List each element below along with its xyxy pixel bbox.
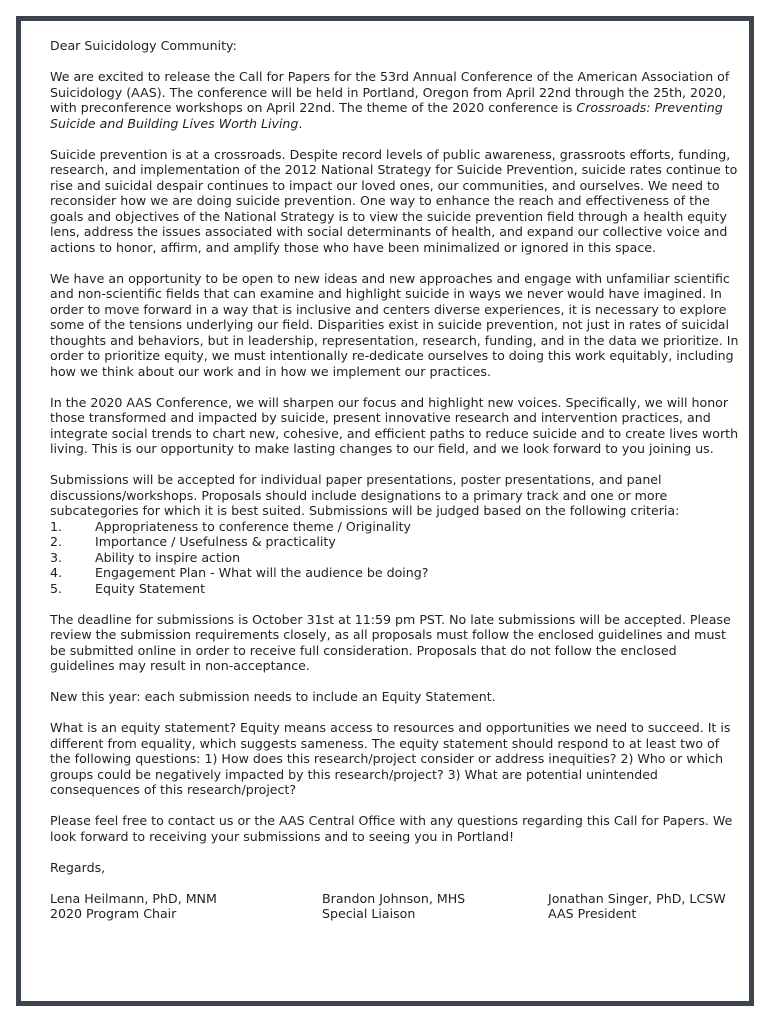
crossroads-paragraph: Suicide prevention is at a crossroads. Despite record levels of public awareness, grassroots efforts, funding, research, and implementation of the 2012 National Strategy for Suicide Prevention, suicide rates continue to rise and suicidal despair continues to impact our loved ones, our communities, and ourselves. We need to reconsider how we are doing suicide prevention. One way to enhance the reach and effectiveness of the goals and objectives of the National Strategy is to view the suicide prevention field through a health equity lens, address the issues associated with social determinants of health, and expand our collective voice and actions to honor, affirm, and amplify those who have been minimalized or ignored in this space.	[50, 146, 738, 255]
letter-body	[50, 38, 740, 922]
criteria-number: 2.	[50, 534, 63, 549]
submissions-paragraph: Submissions will be accepted for individual paper presentations, poster presentations, and panel discussions/workshops. Proposals should include designations to a primary track and one or more subcategories for which it is best suited. Submissions will be judged based on the following criteria:	[50, 472, 680, 518]
closing: Regards,	[50, 859, 106, 875]
list-item	[50, 534, 740, 550]
salutation: Dear Suicidology Community:	[50, 38, 237, 53]
deadline-paragraph: The deadline for submissions is October 31st at 11:59 pm PST. No late submissions will be accepted. Please review the submission requirements closely, as all proposals must follow the enclosed guidelines and must be submitted online in order to receive full consideration. Proposals that do not follow the enclosed guidelines may result in non-acceptance.	[50, 611, 731, 673]
signature-block	[50, 891, 740, 922]
signatory-name: Jonathan Singer, PhD, LCSW	[548, 890, 726, 906]
opportunity-paragraph: We have an opportunity to be open to new ideas and new approaches and engage with unfamiliar scientific and non-scientific fields that can examine and highlight suicide in ways we never would have imagined. In order to move forward in a way that is inclusive and centers diverse experiences, it is necessary to explore some of the tensions underlying our field. Disparities exist in suicide prevention, not just in rates of suicidal thoughts and behaviors, but in leadership, representation, research, funding, and in the data we prioritize. In order to prioritize equity, we must intentionally re-dedicate ourselves to doing this work equitably, including how we think about our work and in how we implement our practices.	[50, 270, 739, 379]
conference-focus-paragraph: In the 2020 AAS Conference, we will sharpen our focus and highlight new voices. Specifically, we will honor those transformed and impacted by suicide, present innovative research and intervention practices, and integrate social trends to chart new, cohesive, and efficient paths to reduce suicide and to create lives worth living. This is our opportunity to make lasting changes to our field, and we look forward to you joining us.	[50, 394, 739, 456]
criteria-text: Engagement Plan - What will the audience be doing?	[95, 565, 429, 580]
signatory	[322, 891, 548, 922]
criteria-number: 1.	[50, 518, 63, 534]
intro-end: .	[298, 115, 303, 131]
criteria-list	[50, 519, 740, 597]
new-this-year: New this year: each submission needs to include an Equity Statement.	[50, 689, 496, 704]
signatory-title: AAS President	[548, 906, 637, 921]
criteria-number: 5.	[50, 580, 63, 596]
list-item	[50, 550, 740, 566]
criteria-text: Appropriateness to conference theme / Originality	[95, 518, 411, 534]
criteria-number: 4.	[50, 565, 63, 580]
criteria-text: Equity Statement	[95, 580, 206, 596]
criteria-text: Importance / Usefulness & practicality	[95, 534, 336, 549]
intro-text: We are excited to release the Call for Papers for the 53rd Annual Conference of the American Association of Suicidology (AAS). The conference will be held in Portland, Oregon from April 22nd through the 25th, 2020, with preconference workshops on April 22nd. The theme of the 2020 conference is	[50, 69, 730, 115]
intro-paragraph	[50, 69, 740, 131]
letter-frame	[16, 16, 754, 1006]
signatory-title: 2020 Program Chair	[50, 906, 177, 921]
equity-statement-paragraph: What is an equity statement? Equity means access to resources and opportunities we need to succeed. It is different from equality, which suggests sameness. The equity statement should respond to at least two of the following questions: 1) How does this research/project consider or address inequities? 2) Who or which groups could be negatively impacted by this research/project? 3) What are potential unintended consequences of this research/project?	[50, 720, 731, 797]
criteria-number: 3.	[50, 549, 63, 565]
criteria-text: Ability to inspire action	[95, 549, 241, 565]
contact-paragraph: Please feel free to contact us or the AAS Central Office with any questions regarding this Call for Papers. We look forward to receiving your submissions and to seeing you in Portland!	[50, 813, 733, 844]
signatory-name: Brandon Johnson, MHS	[322, 890, 466, 906]
list-item	[50, 519, 740, 535]
list-item	[50, 565, 740, 581]
signatory-name: Lena Heilmann, PhD, MNM	[50, 890, 217, 906]
signatory	[548, 891, 726, 922]
conference-theme: Crossroads: Preventing Suicide and Building Lives Worth Living	[50, 100, 723, 131]
list-item	[50, 581, 740, 597]
signatory	[50, 891, 322, 922]
signatory-title: Special Liaison	[322, 906, 416, 921]
